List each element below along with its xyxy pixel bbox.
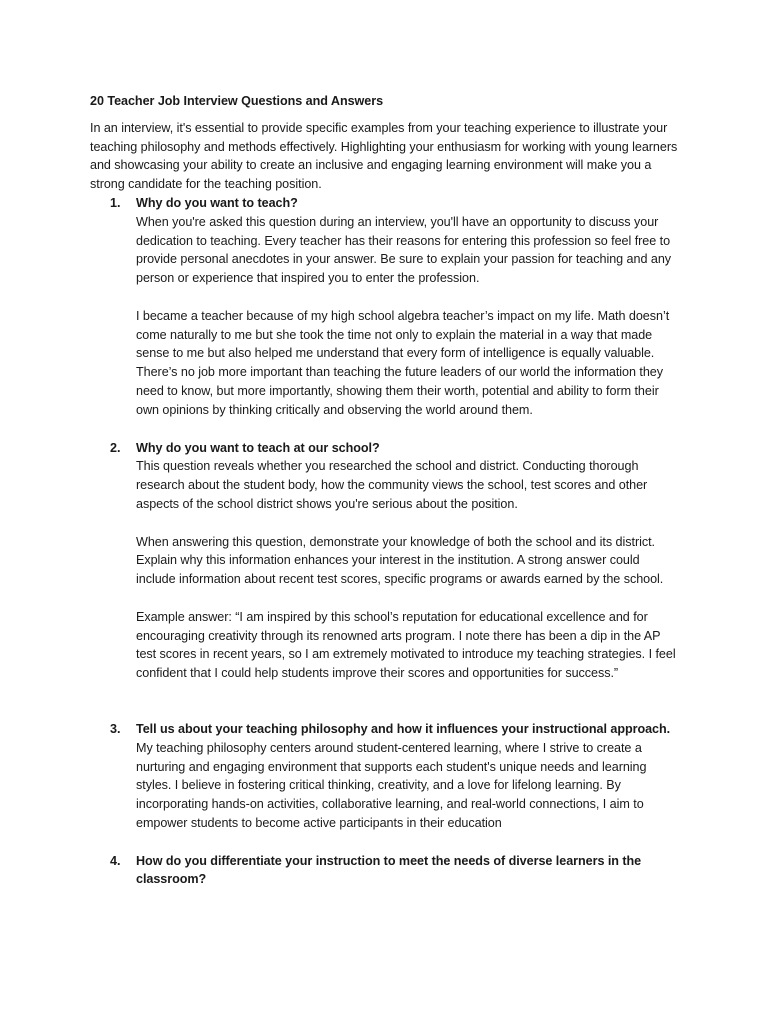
document-page — [90, 92, 680, 908]
question-number: 4. — [110, 853, 121, 868]
question-number: 1. — [110, 195, 121, 210]
question-title: How do you differentiate your instruction to meet the needs of diverse learners in the classroom? — [136, 853, 642, 887]
intro-paragraph: In an interview, it's essential to provide specific examples from your teaching experience to illustrate your teaching philosophy and methods effectively. Highlighting your enthusiasm for working with young learners and showcasing your ability to create an inclusive and engaging learning environment will make you a strong candidate for the teaching position. — [90, 120, 678, 192]
document-title: 20 Teacher Job Interview Questions and Answers — [90, 94, 384, 108]
question-item-4 — [90, 852, 680, 890]
answer-paragraph: I became a teacher because of my high school algebra teacher’s impact on my life. Math doesn’t come naturally to me but she took the time not only to explain the material in a way that made sense to me but also helped me understand that every form of intelligence is equally valuable. There’s no job more important than teaching the future leaders of our world the information they need to know, but more importantly, showing them their worth, potential and ability to form their own opinions by thinking critically and observing the world around them. — [136, 308, 670, 417]
question-number: 2. — [110, 440, 121, 455]
question-list — [90, 194, 680, 889]
question-item-2 — [90, 439, 680, 683]
answer-paragraph: When you're asked this question during an interview, you'll have an opportunity to discuss your dedication to teaching. Every teacher has their reasons for entering this profession so feel free to provide personal anecdotes in your answer. Be sure to explain your passion for teaching and any person or experience that inspired you to enter the profession. — [136, 214, 672, 286]
question-number: 3. — [110, 721, 121, 736]
question-title: Tell us about your teaching philosophy and how it influences your instructional approach. — [136, 721, 671, 736]
answer-paragraph: This question reveals whether you researched the school and district. Conducting thorough research about the student body, how the community views the school, test scores and other aspects of the school district shows you're serious about the position. — [136, 459, 648, 511]
question-title: Why do you want to teach at our school? — [136, 440, 380, 455]
example-answer-paragraph: Example answer: “I am inspired by this school’s reputation for educational excellence and for encouraging creativity through its renowned arts program. I note there has been a dip in the AP test scores in recent years, so I am extremely motivated to introduce my teaching strategies. I feel confident that I could help students improve their scores and opportunities for success.” — [136, 609, 676, 681]
question-item-3 — [90, 720, 680, 833]
answer-paragraph: When answering this question, demonstrate your knowledge of both the school and its district. Explain why this information enhances your interest in the institution. A strong answer could include information about recent test scores, specific programs or awards earned by the school. — [136, 534, 664, 587]
question-item-1 — [90, 194, 680, 420]
answer-paragraph: My teaching philosophy centers around student-centered learning, where I strive to create a nurturing and engaging environment that supports each student's unique needs and learning styles. I believe in fostering critical thinking, creativity, and a love for lifelong learning. By incorporating hands-on activities, collaborative learning, and real-world connections, I aim to empower students to become active participants in their education — [136, 740, 647, 830]
question-title: Why do you want to teach? — [136, 195, 298, 210]
